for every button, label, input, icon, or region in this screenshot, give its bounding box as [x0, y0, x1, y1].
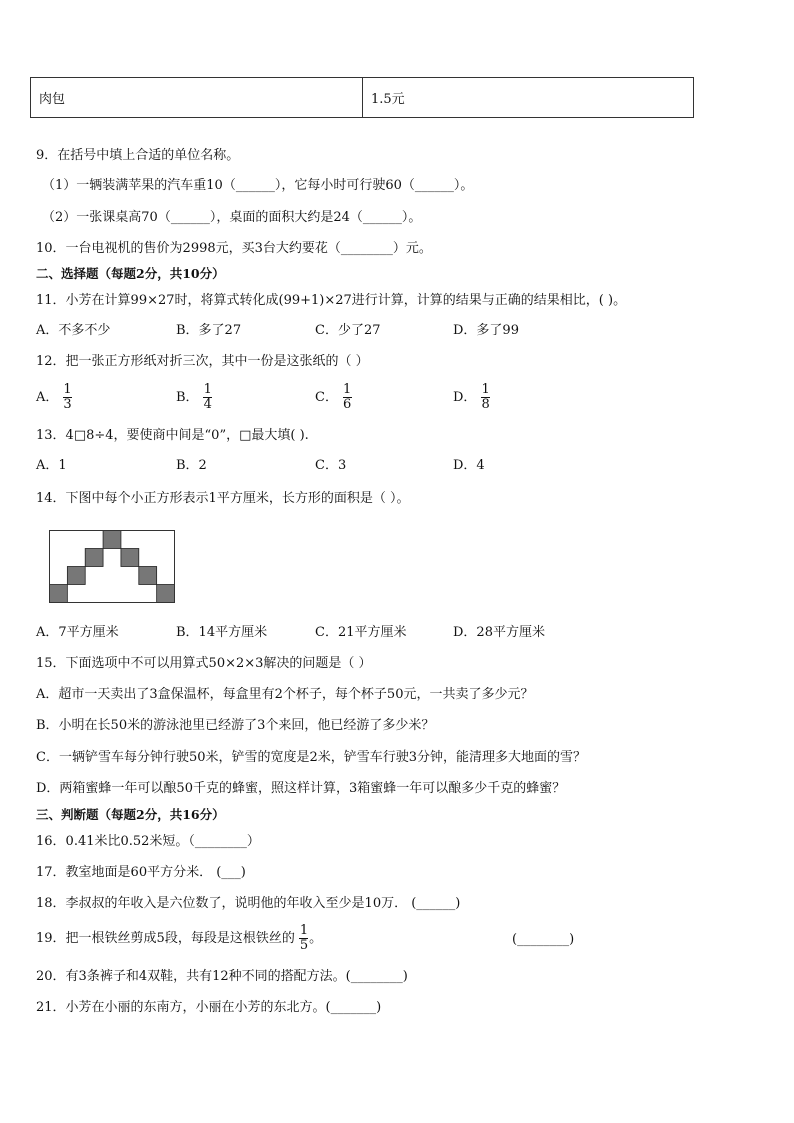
denominator: 3: [63, 397, 72, 412]
section-judge-heading: 三、判断题（每题2分，共16分）: [36, 807, 225, 822]
q20-text: 20．有3条裤子和4双鞋，共有12种不同的搭配方法。(________): [36, 969, 408, 984]
denominator: 5: [299, 938, 309, 953]
q9-part2: （2）一张课桌高70（______），桌面的面积大约是24（______）。: [42, 210, 422, 225]
fraction: [62, 383, 72, 412]
grid-square: [103, 531, 121, 549]
q15-option-c: C．一辆铲雪车每分钟行驶50米，铲雪的宽度是2米，铲雪车行驶3分钟，能清理多大地面的雪？: [36, 750, 587, 765]
price-table-row: [30, 77, 694, 118]
q15-option-d: D．两箱蜜蜂一年可以酿50千克的蜂蜜，照这样计算，3箱蜜蜂一年可以酿多少千克的蜂蜜？: [36, 781, 566, 796]
q12-option-a: [36, 383, 73, 412]
q12-option-b: [176, 383, 213, 412]
denominator: 4: [203, 397, 212, 412]
q11-option-c: C．少了27: [315, 323, 381, 338]
q19-line: [36, 924, 322, 953]
q11-option-b: B．多了27: [176, 323, 242, 338]
q15-stem: 15．下面选项中不可以用算式50×2×3解决的问题是（ ）: [36, 656, 372, 671]
grid-square: [157, 585, 175, 603]
q13-option-c: C．3: [315, 458, 347, 473]
q13-option-a: A．1: [36, 458, 67, 473]
denominator: 8: [481, 397, 490, 412]
q21-text: 21．小芳在小丽的东南方，小丽在小芳的东北方。(_______): [36, 1000, 382, 1015]
q13-option-d: D．4: [453, 458, 485, 473]
q11-stem: 11．小芳在计算99×27时，将算式转化成(99+1)×27进行计算，计算的结果与正确的结果相比，( )。: [36, 293, 627, 308]
item-price-cell: 1.5元: [371, 92, 405, 107]
grid-square: [139, 567, 157, 585]
q14-option-c: C．21平方厘米: [315, 625, 407, 640]
grid-square: [67, 567, 85, 585]
grid-square: [50, 585, 68, 603]
option-label: D．: [453, 390, 477, 405]
q15-option-b: B．小明在长50米的游泳池里已经游了3个来回，他已经游了多少米？: [36, 718, 435, 733]
q11-option-d: D．多了99: [453, 323, 519, 338]
q15-option-a: A．超市一天卖出了3盒保温杯，每盒里有2个杯子，每个杯子50元，一共卖了多少元？: [36, 687, 534, 702]
denominator: 6: [342, 397, 352, 412]
q13-option-b: B．2: [176, 458, 207, 473]
grid-square: [85, 549, 103, 567]
q10-text: 10．一台电视机的售价为2998元，买3台大约要花（________）元。: [36, 241, 432, 256]
grid-cells: [50, 531, 175, 603]
fraction: [480, 383, 490, 412]
q19-text: 19．把一根铁丝剪成5段，每段是这根铁丝的: [36, 930, 295, 946]
q16-text: 16．0.41米比0.52米短。（________）: [36, 834, 260, 849]
q14-option-b: B．14平方厘米: [176, 625, 268, 640]
grid-square: [121, 549, 139, 567]
section-choice-heading: 二、选择题（每题2分，共10分）: [36, 266, 225, 281]
fraction: [203, 383, 213, 412]
q12-stem: 12．把一张正方形纸对折三次，其中一份是这张纸的（ ）: [36, 354, 369, 369]
fraction: [342, 383, 352, 412]
numerator: 1: [342, 382, 352, 397]
q19-blank: (________): [512, 932, 575, 947]
option-label: C．: [315, 390, 338, 405]
area-grid-figure: [49, 530, 177, 604]
q9-title: 9．在括号中填上合适的单位名称。: [36, 148, 240, 163]
q9-part1: （1）一辆装满苹果的汽车重10（______），它每小时可行驶60（______）。: [42, 178, 474, 193]
numerator: 1: [203, 382, 212, 397]
numerator: 1: [299, 923, 309, 938]
q13-stem: 13．4□8÷4，要使商中间是“0”，□最大填( ).: [36, 428, 309, 443]
q14-stem: 14．下图中每个小正方形表示1平方厘米，长方形的面积是（ ）。: [36, 491, 410, 506]
q12-option-c: [315, 383, 352, 412]
q17-text: 17．教室地面是60平方分米． (___): [36, 865, 246, 880]
q14-option-d: D．28平方厘米: [453, 625, 545, 640]
q19-tail: 。: [309, 930, 323, 946]
q14-option-a: A．7平方厘米: [36, 625, 119, 640]
q19-fraction: [299, 924, 309, 953]
q12-option-d: [453, 383, 491, 412]
option-label: B．: [176, 390, 199, 405]
numerator: 1: [481, 382, 490, 397]
option-label: A．: [36, 390, 59, 405]
numerator: 1: [63, 382, 72, 397]
q11-option-a: A．不多不少: [36, 323, 111, 338]
item-name-cell: 肉包: [31, 78, 363, 117]
q18-text: 18．李叔叔的年收入是六位数了，说明他的年收入至少是10万． (______): [36, 896, 461, 911]
